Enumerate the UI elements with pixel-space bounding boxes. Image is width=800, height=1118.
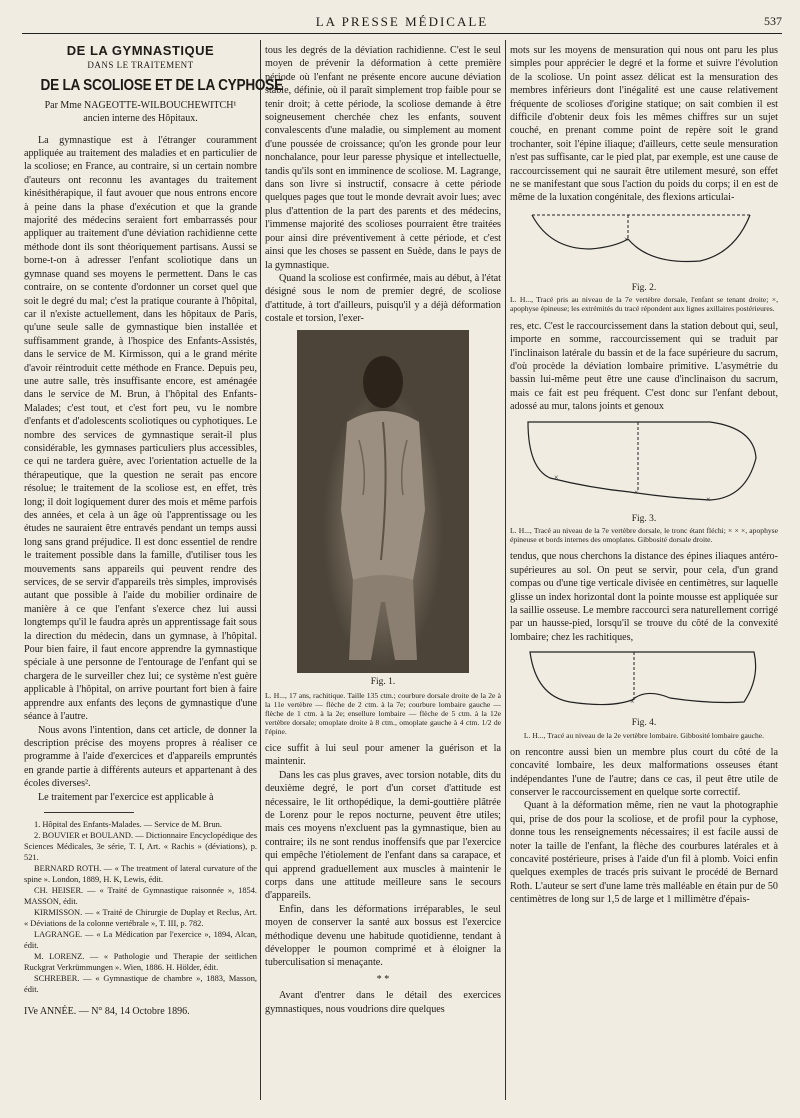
header-rule bbox=[22, 33, 782, 34]
figure-1-label: Fig. 1. bbox=[370, 676, 396, 687]
figure-4-caption: L. H..., Tracé au niveau de la 2e vertèbre lombaire. Gibbosité lombaire gauche. bbox=[523, 730, 765, 740]
body-paragraph: Le traitement par l'exercice est applicable à bbox=[38, 791, 214, 803]
body-paragraph: tous les degrés de la déviation rachidienne. C'est le seul moyen de prévenir la déformation à cette première période où l'enfant ne présente encore aucune déviation stable, définie, où il paraît simplement trop faible pour se tenir droit; à cette période, la scoliose demande à être soigneusement cherchée chez les enfants, souvent convalescents d'une maladie, ou simplement au moment d'une poussée de croissance; qu'on les gronde pour leur nonchalance, pour leur paresse physique et intellectuelle, tandis qu'ils sont en imminence de scoliose. M. Lagrange, dans son livre si instructif, consacre à cette période quelques pages que tout le monde devrait avoir lues; avec plus d'attention de la part des parents et des médecins, l'immense majorité des scolioses pourraient être traitées pour ainsi dire préventivement à cette période, et c'est ainsi que les choses se passent en Suède, dans le pays de la gymnastique. bbox=[265, 45, 501, 271]
footnote: CH. HEISER. — « Traité de Gymnastique raisonnée », 1854. MASSON, édit. bbox=[24, 885, 257, 906]
article-title-line1: DE LA GYMNASTIQUE bbox=[66, 43, 215, 58]
body-paragraph: Nous avons l'intention, dans cet article, de donner la description précise des moyens propres à réaliser ce programme à l'aide d'exercices et d'appareils empruntés en grande partie à différents auteurs et appartenant à des écoles diverses². bbox=[24, 724, 257, 790]
article-title-line3: DE LA SCOLIOSE ET DE LA CYPHOSE bbox=[40, 76, 283, 94]
footnote: SCHREBER. — « Gymnastique de chambre », 1883, Masson, édit. bbox=[24, 973, 257, 994]
figure-3-caption: L. H..., Tracé au niveau de la 7e vertèbre dorsale, le tronc étant fléchi; × × ×, apophyse épineuse et bords internes des omoplates. Gibbosité dorsale droite. bbox=[510, 525, 778, 545]
svg-text:×: × bbox=[634, 487, 639, 497]
figure-1-caption: L. H..., 17 ans, rachitique. Taille 135 ctm.; courbure dorsale droite de la 2e à la 11e vertèbre — flèche de 2 ctm. à la 7e; courbure lombaire gauche — flèche de 1 ctm. à la 2e; ensellure lombaire — flèche de 5 ctm. à la 12e vertèbre dorsale; omoplate droite à 8 ctm., omoplate gauche à 4 ctm. 1/2 de l'épine. bbox=[265, 690, 501, 736]
footnotes bbox=[24, 819, 257, 995]
figure-3-label: Fig. 3. bbox=[631, 513, 657, 524]
footnote: KIRMISSON. — « Traité de Chirurgie de Duplay et Reclus, Art. « Déviations de la colonne vertébrale », T. III, p. 782. bbox=[24, 907, 257, 928]
figure-4 bbox=[510, 648, 778, 740]
body-paragraph: Quand la scoliose est confirmée, mais au début, à l'état désigné sous le nom de premier degré, de scoliose d'attitude, à tort d'ailleurs, puisqu'il y a déjà déformation costale et torsion, l'exer- bbox=[265, 272, 501, 325]
body-paragraph: La gymnastique est à l'étranger couramment appliquée au traitement des maladies et en particulier de la scoliose; en France, au contraire, si un certain nombre d'auteurs ont reconnu les avantages du traitement kinésithérapique, il faut avouer que nous entrons encore à peine dans la phase d'exécution et que la grande majorité des médecins seraient fort embarrassés pour appliquer au traitement d'une déviation rachidienne cette méthode dont ils sont théoriquement partisans. Aussi se borne-t-on à adresser l'enfant scoliotique dans un gymnase quand ses moyens le permettent. Dans le cas contraire, on se contente d'ordonner un corset quel que soit le degré du mal; c'est la pratique courante à l'hôpital, car il n'existe actuellement, dans les hôpitaux de Paris, qu'une seule salle de gymnastique bien installée et suffisamment grande, à l'hospice des Enfants-Assistés, dans le service de M. Kirmisson, qui a le grand mérite d'avoir réintroduit cette méthode en France. Depuis peu, une autre salle, très insuffisante encore, est aménagée dans le service de M. Brun, à l'hôpital des Enfants-Malades; c'est tout, et c'est fort peu, vu le nombre d'enfants et d'adolescents scoliotiques ou cyphotiques. Le nombre des services de gymnastique serait-il plus considérable, les gymnases particuliers plus accessibles, ce qui ne tardera guère, avec l'orientation actuelle de la thérapeutique, que la question ne serait pas encore résolue; le traitement de la scoliose est, en effet, très long; il doit logiquement durer des mois et même parfois des années, et cela à un âge où l'apprentissage ou les études ne sauraient être entravés pendant un temps aussi long sans grand préjudice. Il est donc essentiel de rendre le traitement possible dans la famille, d'utiliser tous les mouvements sans appareils qui peuvent rendre des services, de se servir d'appareils très simples, improvisés autant que possible à l'aide du mobilier ordinaire de manière à ce que l'enfant s'exerce chez lui aussi longtemps qu'il le faudra après un apprentissage fait sous la direction du médecin, dans un gymnase, à l'hôpital. Pour bien faire, il faut encore apprendre la gymnastique spéciale à une personne de l'entourage de l'enfant qui se chargera de le surveiller chez lui; ce système n'est guère applicable à l'hôpital, on arrive pourtant fort bien à faire apprendre aux enfants des leçons de gymnastique d'une séance à l'autre. bbox=[24, 134, 257, 723]
svg-text:×: × bbox=[630, 697, 635, 707]
footnote: LAGRANGE. — « La Médication par l'exercice », 1894, Alcan, édit. bbox=[24, 929, 257, 950]
body-paragraph: tendus, que nous cherchons la distance des épines iliaques antéro-supérieures au sol. On peut se servir, pour cela, d'un grand compas ou d'une tige verticale divisée en centimètres, sur laquelle glisse un index horizontal dont la pointe mousse est appliquée sur la saillie osseuse. Le membre raccourci sera naturellement corrigé par un hausse-pied, lorsqu'il se trouve du côté de la convexité lombaire; chez les rachitiques, bbox=[510, 551, 778, 643]
body-paragraph: Enfin, dans les déformations irréparables, le seul moyen de conserver la santé aux bossus est l'exercice méthodique devenu une habitude quotidienne, tendant à développer le poumon comprimé et à éloigner la tuberculisation si menaçante. bbox=[265, 903, 501, 969]
figure-1-photograph bbox=[297, 330, 469, 673]
journal-title: LA PRESSE MÉDICALE bbox=[315, 14, 489, 29]
svg-text:×: × bbox=[554, 472, 559, 482]
footnote-rule bbox=[44, 812, 134, 813]
article-heading bbox=[24, 43, 283, 126]
figure-3 bbox=[510, 418, 778, 545]
svg-text:×: × bbox=[706, 494, 711, 504]
body-paragraph: Dans les cas plus graves, avec torsion notable, dits du deuxième degré, le port d'un corset d'attitude est nécessaire, le lit orthopédique, la demi-gouttière plâtrée de Lorenz pour le repos nocturne, peuvent être utiles; mais ces moyens n'excluent pas la gymnastique, bien au contraire; ils ne sont rendus inoffensifs que par l'exercice qui empêche l'étiolement de l'enfant dans sa carapace, et qui apprend graduellement aux muscles à maintenir le corps dans une attitude meilleure sans le secours d'appareils. bbox=[265, 769, 501, 902]
column-right bbox=[510, 44, 778, 907]
body-paragraph: cice suffit à lui seul pour amener la guérison et la maintenir. bbox=[265, 742, 501, 768]
footnote: 2. BOUVIER et BOULAND. — Dictionnaire Encyclopédique des Sciences Médicales, 3e série, T. I, Art. « Rachis » (déviations), p. 521. bbox=[24, 830, 257, 862]
figure-3-tracing bbox=[510, 418, 778, 510]
footnote: 1. Hôpital des Enfants-Malades. — Service de M. Brun. bbox=[34, 819, 222, 829]
column-divider bbox=[260, 40, 261, 1100]
figure-4-tracing bbox=[510, 648, 778, 714]
page-number: 537 bbox=[764, 14, 782, 28]
issue-line: IVe ANNÉE. — N° 84, 14 Octobre 1896. bbox=[24, 1005, 190, 1017]
figure-2-caption: L. H..., Tracé pris au niveau de la 7e vertèbre dorsale, l'enfant se tenant droite; ×, apophyse épineuse; les extrémités du tracé répondent aux lignes axillaires postérieures. bbox=[510, 295, 778, 314]
author-affiliation: ancien interne des Hôpitaux. bbox=[83, 113, 198, 125]
footnote: BERNARD ROTH. — « The treatment of lateral curvature of the spine ». London, 1889, H. K, Lewis, édit. bbox=[24, 863, 257, 884]
figure-2-label: Fig. 2. bbox=[631, 282, 657, 293]
footnote: M. LORENZ. — « Pathologie und Therapie der seitlichen Ruckgrat Verkrümmungen ». Wien, 1886. H. Hölder, édit. bbox=[24, 951, 257, 972]
svg-text:×: × bbox=[624, 234, 629, 244]
column-divider bbox=[505, 40, 506, 1100]
figure-2-tracing bbox=[510, 209, 778, 279]
body-paragraph: on rencontre aussi bien un membre plus court du côté de la concavité lombaire, les deux malformations osseuses étant indépendantes l'une de l'autre; dans ce cas, il peut être utile de conserver le raccourcissement en quelque sorte correctif. bbox=[510, 746, 778, 799]
body-paragraph: Avant d'entrer dans le détail des exercices gymnastiques, nous voudrions dire quelques bbox=[265, 990, 501, 1015]
body-paragraph: Quant à la déformation même, rien ne vaut la photographie qui, prise de dos pour la scoliose, et de profil pour la cyphose, donne tous les renseignements nécessaires; il est facile aussi de noter la taille de l'enfant, la flèche des courbures latérales et à concavité postérieure, prises à l'aide d'un fil à plomb. Voici enfin quelques exemples de tracés pris suivant le procédé de Bernard Roth. L'auteur se sert d'une lame très malléable en étain pur de 50 centimètres de long sur 1,5 de large et 1 millimètre d'épais- bbox=[510, 800, 778, 906]
body-paragraph: res, etc. C'est le raccourcissement dans la station debout qui, seul, importe en somme, raccourcissement qui se traduit par l'inclinaison latérale du bassin et de la face supérieure du sacrum, d'où procède la déviation lombaire primitive. L'asymétrie du bassin lui-même peut être une cause d'inclinaison du sacrum, mais ce fait est peu fréquent. C'est donc sur l'enfant debout, adossé au mur, talons joints et genoux bbox=[510, 320, 778, 413]
figure-4-label: Fig. 4. bbox=[631, 718, 657, 729]
running-head bbox=[22, 14, 782, 32]
figure-2 bbox=[510, 209, 778, 314]
column-middle bbox=[265, 44, 501, 1016]
section-separator: * * bbox=[376, 973, 390, 985]
article-title-line2: DANS LE TRAITEMENT bbox=[87, 60, 194, 71]
article-author: Par Mme NAGEOTTE-WILBOUCHEWITCH¹ bbox=[44, 99, 237, 111]
body-paragraph: mots sur les moyens de mensuration qui nous ont paru les plus simples pour apprécier le degré et la forme et suivre l'évolution de la scoliose. Un point assez délicat est la mensuration des membres inférieurs dont l'inégalité est une cause relativement fréquente de scolioses d'origine statique; on sait combien il est difficile d'obtenir deux fois les mêmes chiffres sur un sujet couché, en prenant comme point de repère soit le grand trochanter, soit l'épine iliaque; d'ailleurs, cette seule mensuration n'est pas suffisante, car le pied plat, par exemple, est une cause de raccourcissement qui ne saurait être utilement mesuré, son effet ne se manifestant que sous l'action du poids du corps; il en est de même de la luxation congénitale, des flexions articulai- bbox=[510, 45, 778, 204]
column-left bbox=[24, 43, 283, 1018]
